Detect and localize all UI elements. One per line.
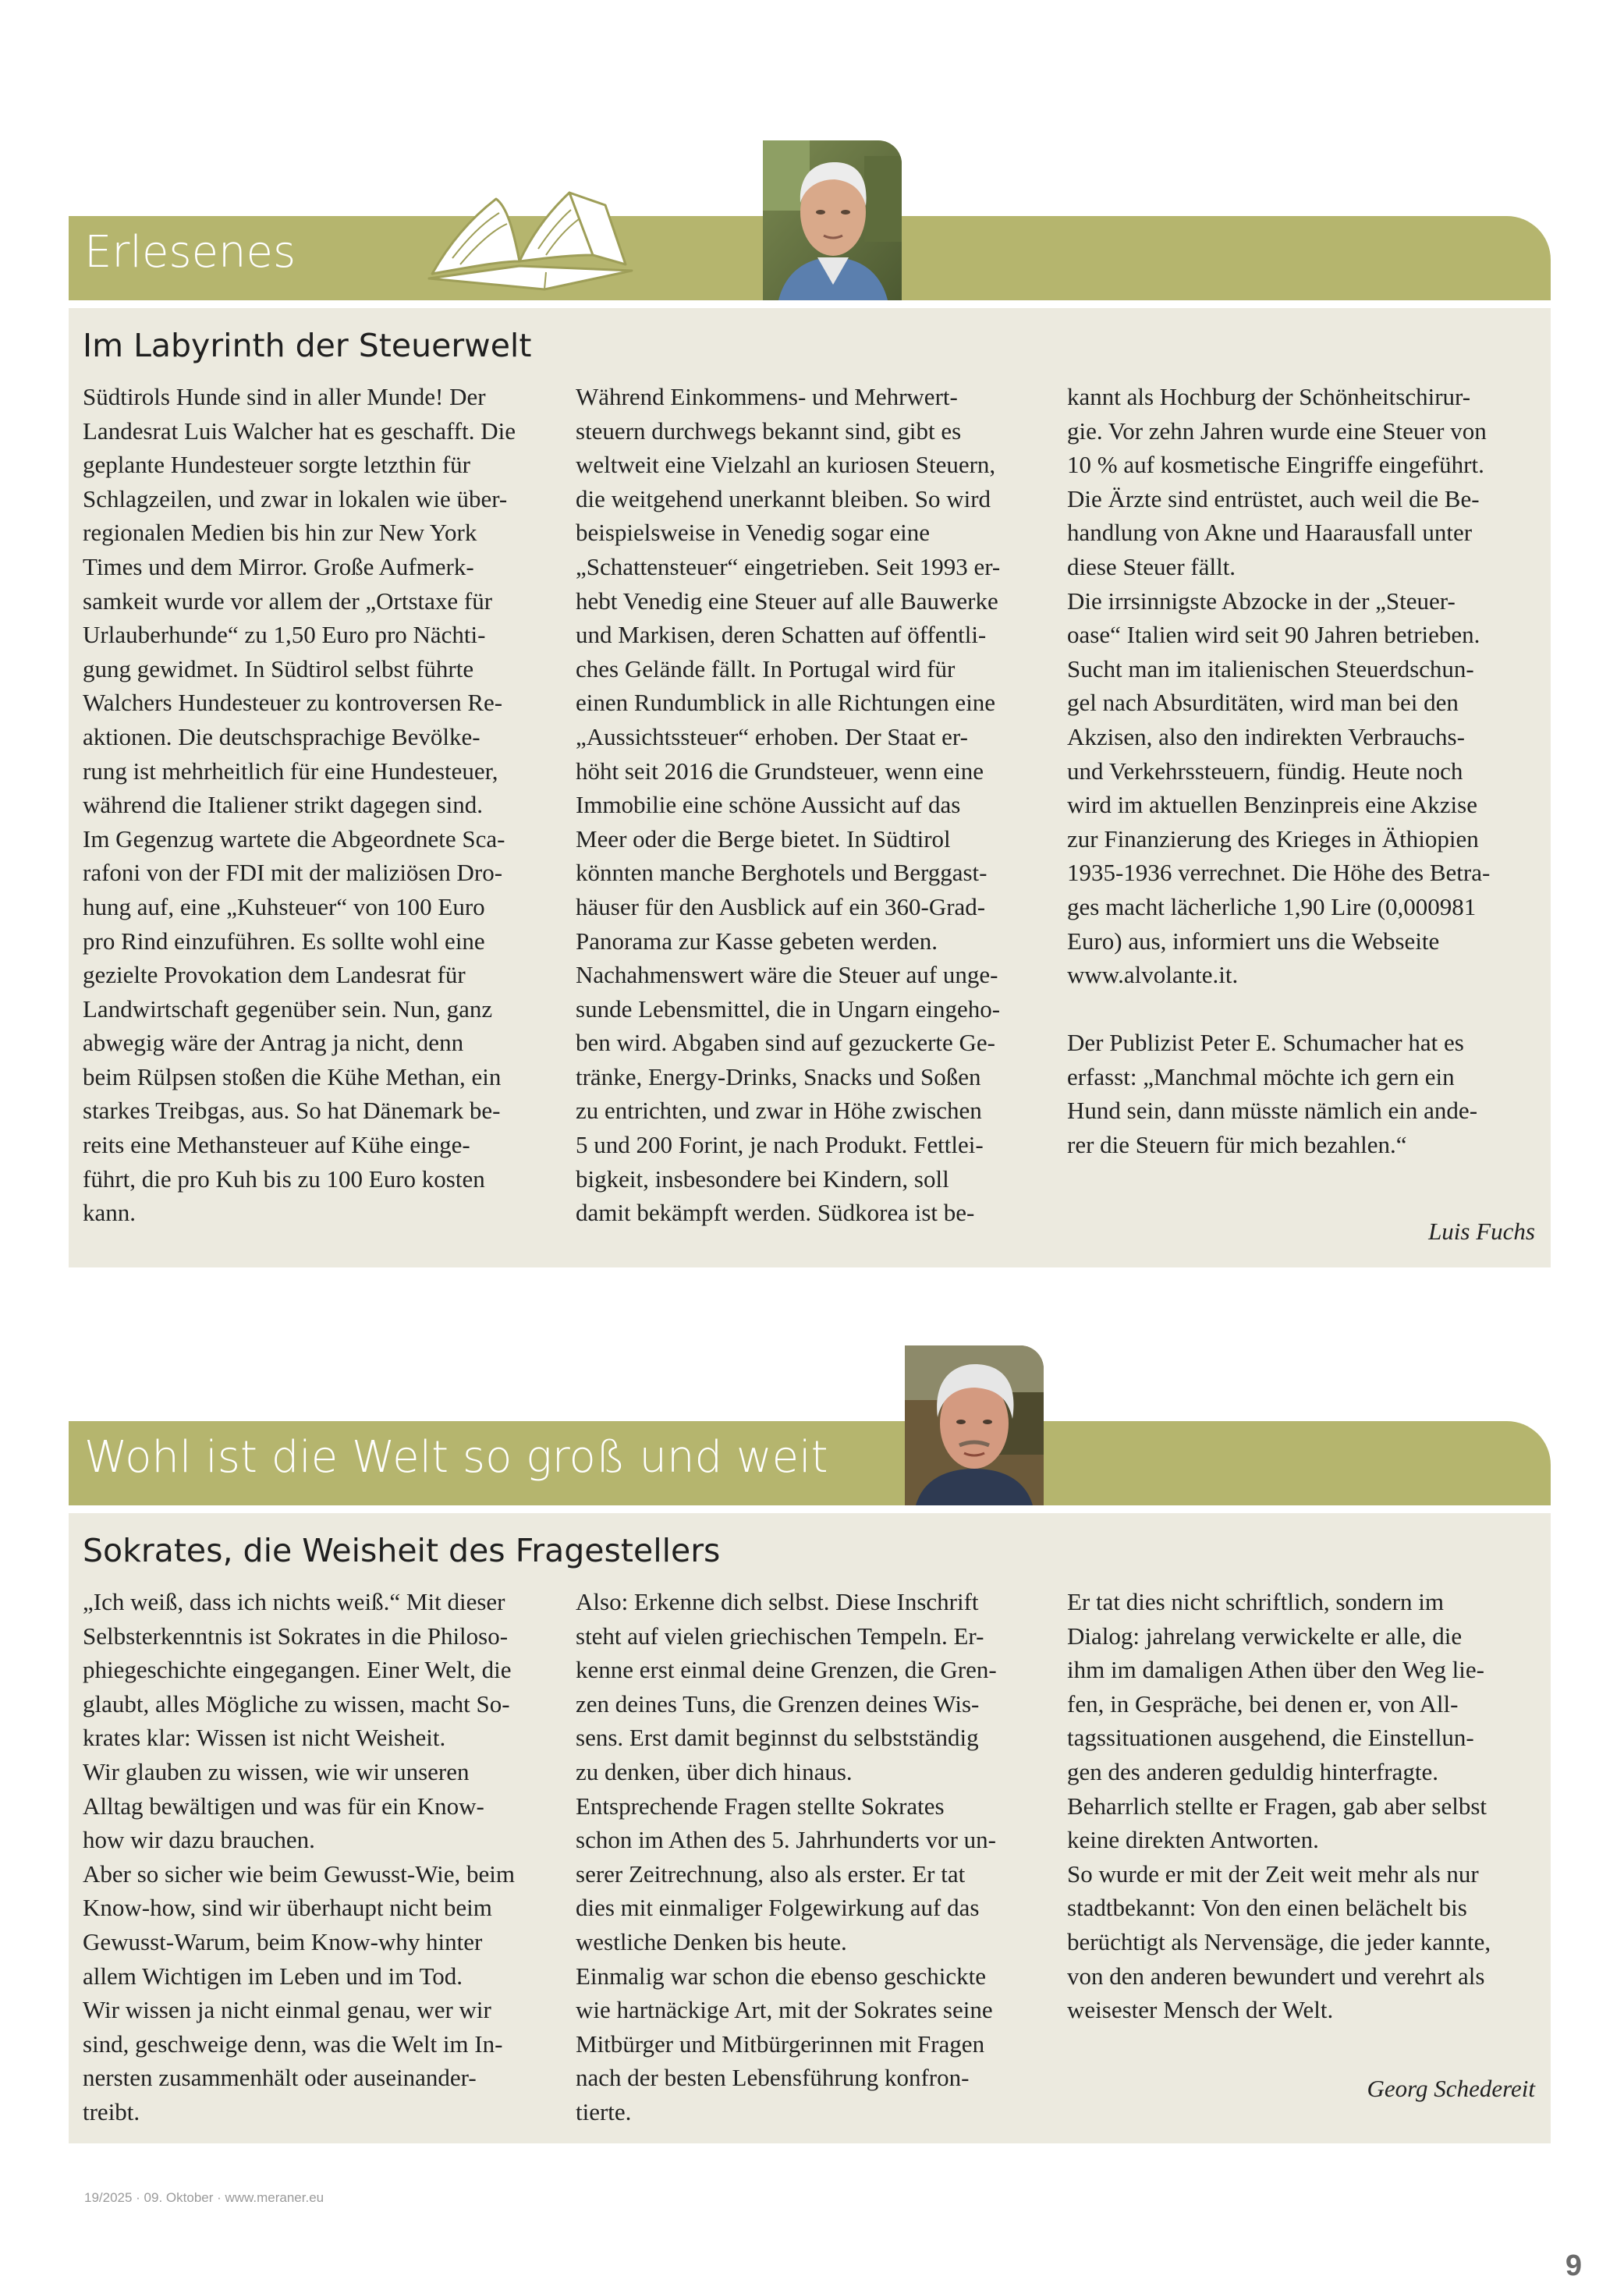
article-heading: Im Labyrinth der Steuerwelt xyxy=(83,327,532,364)
article-heading: Sokrates, die Weisheit des Fragestellers xyxy=(83,1532,721,1569)
author-photo xyxy=(763,140,902,300)
article-body xyxy=(69,1513,1551,2143)
article-body xyxy=(69,308,1551,1267)
open-book-icon xyxy=(421,183,640,292)
text-column-2: Also: Erkenne dich selbst. Diese Inschrift steht auf vielen griechischen Tempeln. Er- kenne erst einmal deine Grenzen, die Gren- zen deines Tuns, die Grenzen deines Wis- sens. Erst damit beginnst du selbstständig zu denken, über dich hinaus. Entsprechende Fragen stellte Sokrates schon im Athen des 5. Jahrhunderts vor un- serer Zeitrechnung, also als erster. Er tat dies mit einmaliger Folgewirkung auf das westliche Denken bis heute. Einmalig war schon die ebenso geschickte wie hartnäckige Art, mit der Sokrates seine Mitbürger und Mitbürgerinnen mit Fragen nach der besten Lebensführung konfron- tierte. xyxy=(576,1588,997,2125)
author-signature: Luis Fuchs xyxy=(1428,1218,1535,1245)
text-column-3: kannt als Hochburg der Schönheitschirur- gie. Vor zehn Jahren wurde eine Steuer von 10 % auf kosmetische Eingriffe eingeführt. Die Ärzte sind entrüstet, auch weil die Be- handlung von Akne und Haarausfall unter diese Steuer fällt. Die irrsinnigste Abzocke in der „Steuer- oase“ Italien wird seit 90 Jahren betrieben. Sucht man im italienischen Steuerdschun- gel nach Absurditäten, wird man bei den Akzisen, also den indirekten Verbrauchs- und Verkehrssteuern, fündig. Heute noch wird im aktuellen Benzinpreis eine Akzise zur Finanzierung des Krieges in Äthiopien 1935-1936 verrechnet. Die Höhe des Betra- ges macht lächerliche 1,90 Lire (0,000981 Euro) aus, informiert uns die Webseite www.alvolante.it. Der Publizist Peter E. Schumacher hat es erfasst: „Manchmal möchte ich gern ein Hund sein, dann müsste nämlich ein ande- rer die Steuern für mich bezahlen.“ xyxy=(1067,383,1491,1159)
text-column-1: Südtirols Hunde sind in aller Munde! Der Landesrat Luis Walcher hat es geschafft. Die geplante Hundesteuer sorgte letzthin für Schlagzeilen, und zwar in lokalen wie über- regionalen Medien bis hin zur New York Times und dem Mirror. Große Aufmerk- samkeit wurde vor allem der „Ortstaxe für Urlauberhunde“ zu 1,50 Euro pro Nächti- gung gewidmet. In Südtirol selbst führte Walchers Hundesteuer zu kontroversen Re- aktionen. Die deutschsprachige Bevölke- rung ist mehrheitlich für eine Hundesteuer, während die Italiener strikt dagegen sind. Im Gegenzug wartete die Abgeordnete Sca- rafoni von der FDI mit der maliziösen Dro- hung auf, eine „Kuhsteuer“ von 100 Euro pro Rind einzuführen. Es sollte wohl eine gezielte Provokation dem Landesrat für Landwirtschaft gegenüber sein. Nun, ganz abwegig wäre der Antrag ja nicht, denn beim Rülpsen stoßen die Kühe Methan, ein starkes Treibgas, aus. So hat Dänemark be- reits eine Methansteuer auf Kühe einge- führt, die pro Kuh bis zu 100 Euro kosten kann. xyxy=(83,383,516,1227)
text-column-2: Während Einkommens- und Mehrwert- steuern durchwegs bekannt sind, gibt es weltweit eine Vielzahl an kuriosen Steuern, die weitgehend unerkannt bleiben. So wird beispielsweise in Venedig sogar eine „Schattensteuer“ eingetrieben. Seit 1993 er- hebt Venedig eine Steuer auf alle Bauwerke und Markisen, deren Schatten auf öffentli- ches Gelände fällt. In Portugal wird für einen Rundumblick in alle Richtungen eine „Aussichtssteuer“ erhoben. Der Staat er- höht seit 2016 die Grundsteuer, wenn eine Immobilie eine schöne Aussicht auf das Meer oder die Berge bietet. In Südtirol könnten manche Berghotels und Berggast- häuser für den Ausblick auf ein 360-Grad- Panorama zur Kasse gebeten werden. Nachahmenswert wäre die Steuer auf unge- sunde Lebensmittel, die in Ungarn eingeho- ben wird. Abgaben sind auf gezuckerte Ge- tränke, Energy-Drinks, Snacks und Soßen zu entrichten, und zwar in Höhe zwischen 5 und 200 Forint, je nach Produkt. Fettlei- bigkeit, insbesondere bei Kindern, soll damit bekämpft werden. Südkorea ist be- xyxy=(576,383,1001,1227)
section-title: Erlesenes xyxy=(84,227,296,278)
section-banner xyxy=(69,1421,1551,1505)
text-column-1: „Ich weiß, dass ich nichts weiß.“ Mit dieser Selbsterkenntnis ist Sokrates in die Philoso- phiegeschichte eingegangen. Einer Welt, die glaubt, alles Mögliche zu wissen, macht So- krates klar: Wissen ist nicht Weisheit. Wir glauben zu wissen, wie wir unseren Alltag bewältigen und was für ein Know- how wir dazu brauchen. Aber so sicher wie beim Gewusst-Wie, beim Know-how, sind wir überhaupt nicht beim Gewusst-Warum, beim Know-why hinter allem Wichtigen im Leben und im Tod. Wir wissen ja nicht einmal genau, wer wir sind, geschweige denn, was die Welt im In- nersten zusammenhält oder auseinander- treibt. xyxy=(83,1588,516,2125)
author-signature: Georg Schedereit xyxy=(1367,2075,1535,2102)
page-number: 9 xyxy=(1565,2249,1582,2282)
issue-info: 19/2025 · 09. Oktober · www.meraner.eu xyxy=(84,2190,324,2205)
text-column-3: Er tat dies nicht schriftlich, sondern im Dialog: jahrelang verwickelte er alle, die ihm im damaligen Athen über den Weg lie- fen, in Gespräche, bei denen er, von All- tagssituationen ausgehend, die Einstellun- gen des anderen geduldig hinterfragte. Beharrlich stellte er Fragen, gab aber selbst keine direkten Antworten. So wurde er mit der Zeit weit mehr als nur stadtbekannt: Von den einen belächelt bis berüchtigt als Nervensäge, die jeder kannte, von den anderen bewundert und verehrt als weisester Mensch der Welt. xyxy=(1067,1588,1491,2024)
section-title: Wohl ist die Welt so groß und weit xyxy=(84,1432,828,1483)
author-photo xyxy=(905,1345,1044,1505)
